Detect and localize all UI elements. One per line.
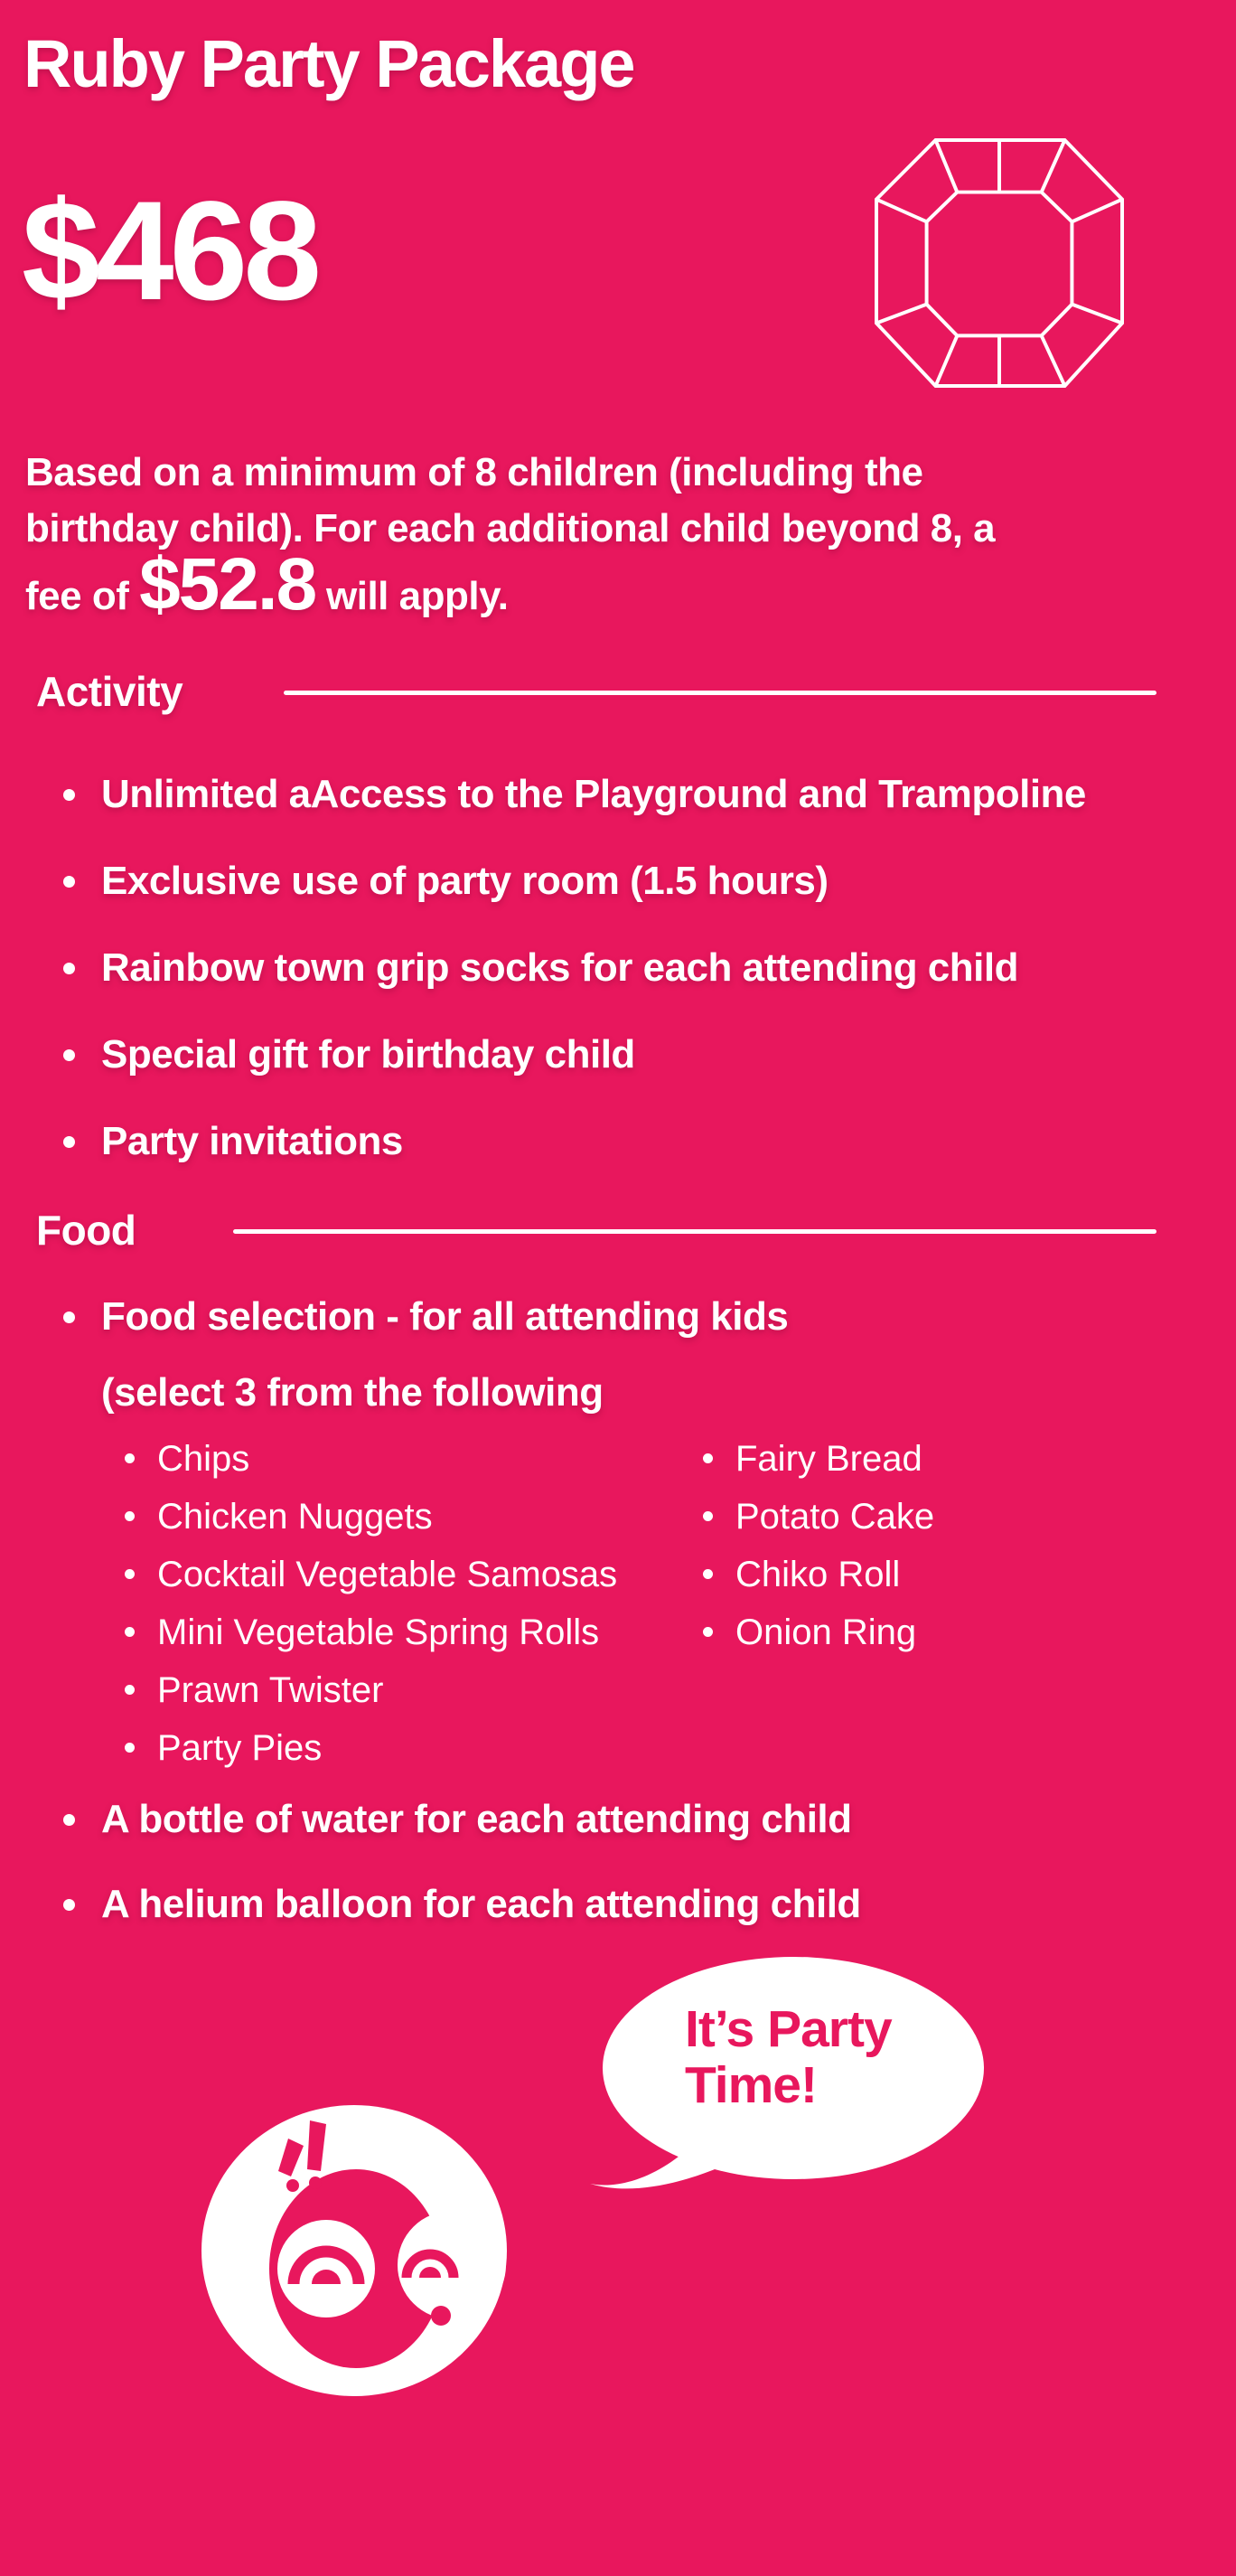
list-item: [58, 945, 1086, 991]
list-item: [117, 1488, 696, 1546]
food-divider-line: [233, 1229, 1156, 1234]
activity-item-label: Unlimited aAccess to the Playground and Trampoline: [101, 772, 1086, 816]
list-item: [117, 1430, 696, 1488]
food-selection-line2: (select 3 from the following: [101, 1370, 604, 1415]
list-item: [58, 1882, 861, 1927]
package-price: $468: [22, 173, 318, 330]
food-option-label: Chips: [157, 1439, 250, 1479]
list-item: [58, 1032, 1086, 1077]
list-item: [696, 1488, 934, 1546]
activity-list: [58, 772, 1086, 1206]
food-option-label: Prawn Twister: [157, 1670, 384, 1710]
food-options-columns: [117, 1430, 934, 1777]
list-item: [58, 1797, 861, 1842]
speech-bubble-text: It’s Party Time!: [685, 2000, 892, 2114]
food-options-left-column: [117, 1430, 696, 1777]
gem-icon: [875, 137, 1124, 389]
pricing-note-line3-prefix: fee of: [25, 574, 140, 618]
food-options-right-column: [696, 1430, 934, 1777]
pricing-note: [25, 445, 1209, 625]
food-option-label: Potato Cake: [735, 1497, 935, 1537]
pricing-note-line2: birthday child). For each additional child beyond 8, a: [25, 506, 996, 550]
food-selection-line1: Food selection - for all attending kids: [101, 1294, 789, 1339]
food-option-label: Party Pies: [157, 1728, 323, 1768]
food-extra-label: A helium balloon for each attending child: [101, 1882, 861, 1926]
list-item: [117, 1719, 696, 1777]
mascot-icon: [192, 2099, 517, 2411]
activity-item-label: Exclusive use of party room (1.5 hours): [101, 859, 829, 903]
page-title: Ruby Party Package: [23, 26, 634, 101]
list-item: [58, 772, 1086, 817]
pricing-note-line3-suffix: will apply.: [315, 574, 509, 618]
food-heading: Food: [36, 1207, 136, 1254]
pricing-note-line1: Based on a minimum of 8 children (including the: [25, 450, 923, 494]
food-option-label: Chiko Roll: [735, 1555, 901, 1594]
food-option-label: Fairy Bread: [735, 1439, 922, 1479]
list-item: [58, 1294, 788, 1415]
food-selection-list: [58, 1294, 788, 1415]
list-item: [58, 859, 1086, 904]
food-option-label: Mini Vegetable Spring Rolls: [157, 1612, 600, 1652]
activity-heading: Activity: [36, 668, 183, 715]
food-extras-list: [58, 1797, 861, 1967]
food-option-label: Cocktail Vegetable Samosas: [157, 1555, 618, 1594]
food-extra-label: A bottle of water for each attending child: [101, 1797, 852, 1841]
list-item: [58, 1119, 1086, 1164]
activity-item-label: Rainbow town grip socks for each attending child: [101, 945, 1018, 990]
list-item: [696, 1430, 934, 1488]
list-item: [117, 1603, 696, 1661]
list-item: [117, 1661, 696, 1719]
activity-item-label: Party invitations: [101, 1119, 403, 1163]
food-option-label: Onion Ring: [735, 1612, 917, 1652]
additional-child-fee: $52.8: [139, 543, 316, 625]
list-item: [117, 1546, 696, 1603]
activity-divider-line: [284, 691, 1156, 695]
food-option-label: Chicken Nuggets: [157, 1497, 433, 1537]
list-item: [696, 1603, 934, 1661]
activity-item-label: Special gift for birthday child: [101, 1032, 635, 1076]
list-item: [696, 1546, 934, 1603]
